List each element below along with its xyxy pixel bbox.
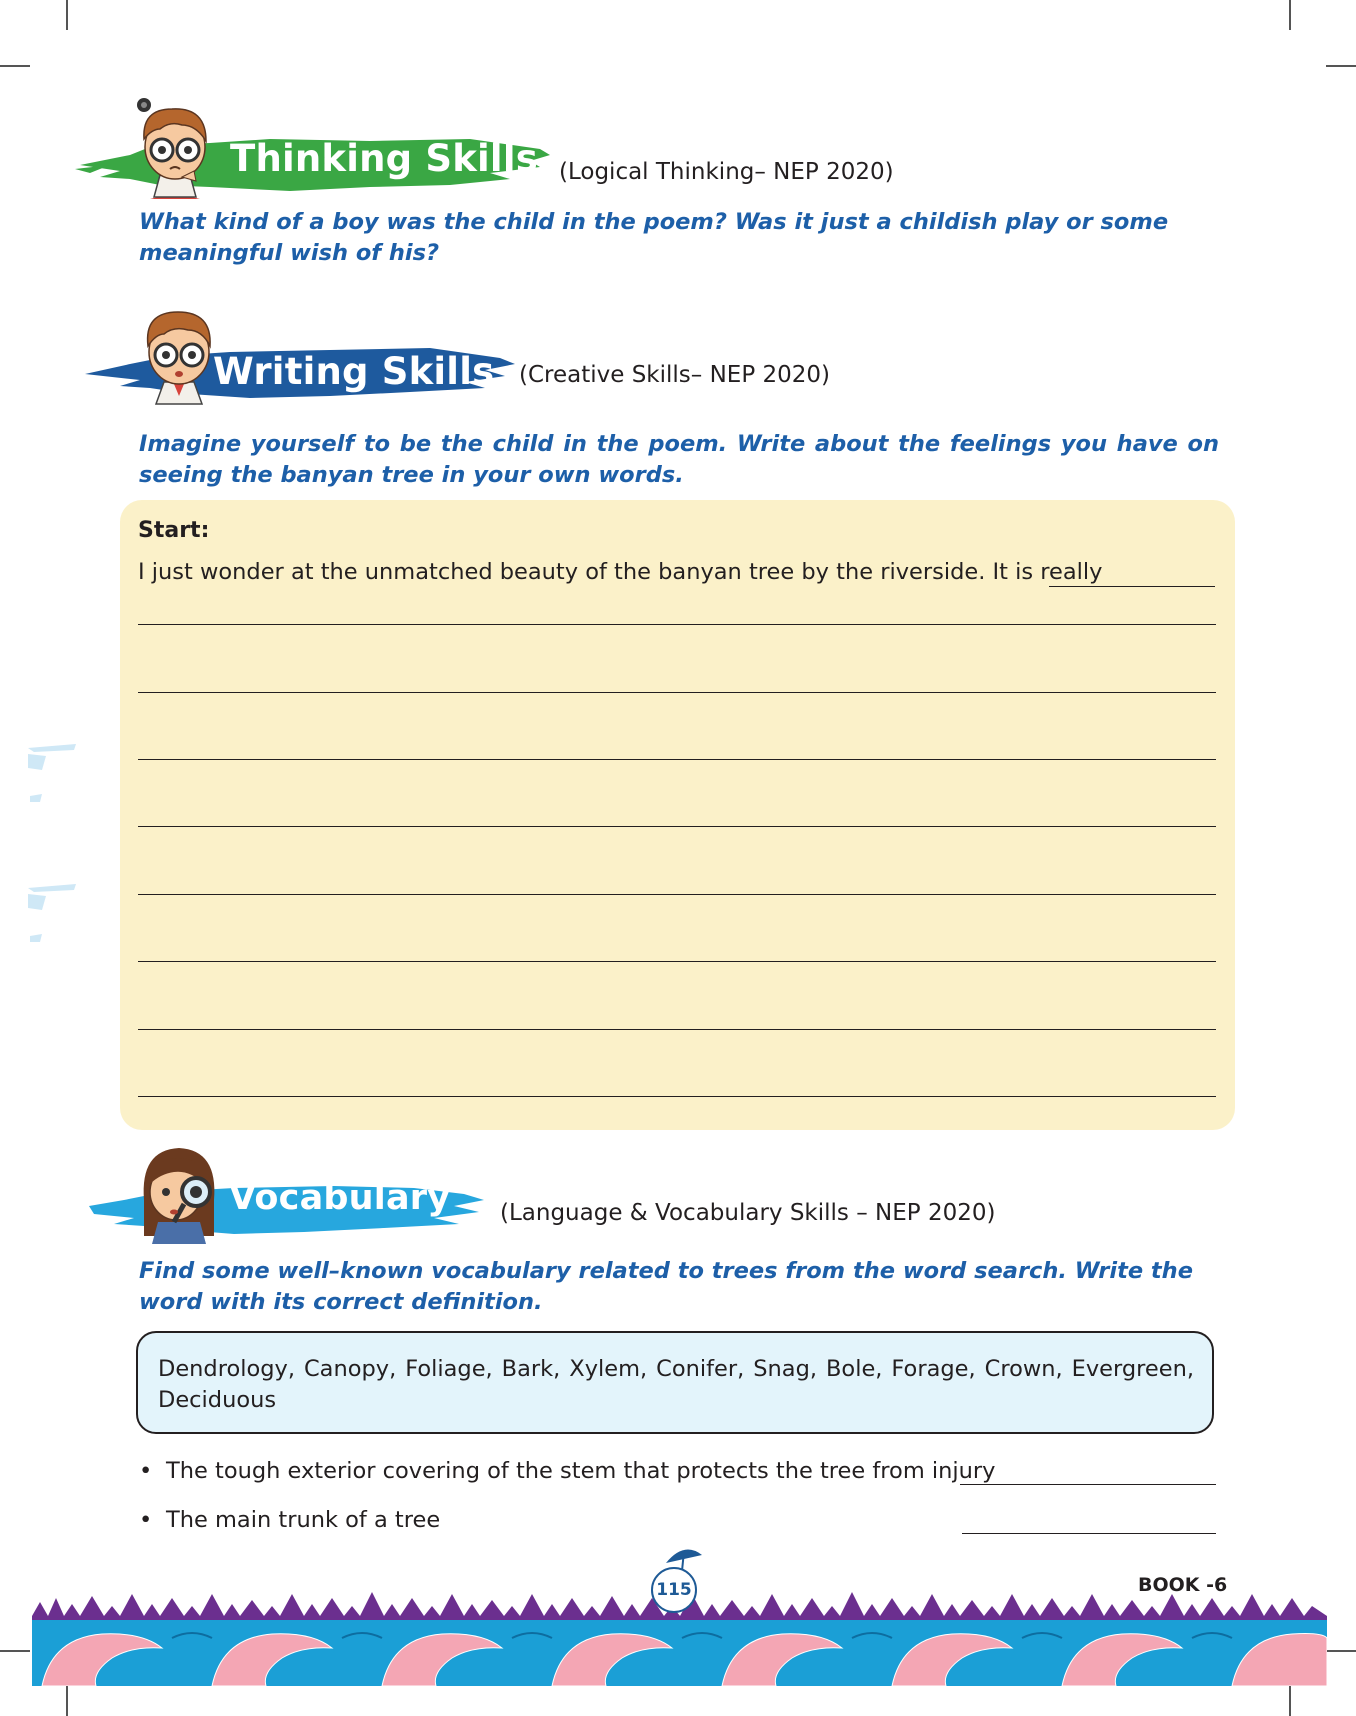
crop-mark <box>1326 65 1356 67</box>
definition-item: The tough exterior covering of the stem that protects the tree from injury <box>166 1458 996 1484</box>
crop-mark <box>1326 1650 1356 1652</box>
answer-line[interactable] <box>138 1029 1216 1030</box>
crop-mark <box>1289 1686 1291 1716</box>
page-number: 115 <box>651 1567 697 1613</box>
section-subtitle: (Creative Skills– NEP 2020) <box>519 362 831 388</box>
answer-line[interactable] <box>960 1484 1216 1485</box>
vocabulary-banner <box>84 1140 494 1250</box>
answer-line[interactable] <box>138 759 1216 760</box>
crop-mark <box>66 0 68 30</box>
section-subtitle: (Logical Thinking– NEP 2020) <box>559 159 894 185</box>
answer-line[interactable] <box>138 961 1216 962</box>
book-label: BOOK -6 <box>1138 1574 1228 1596</box>
definition-item: The main trunk of a tree <box>166 1507 441 1533</box>
crop-mark <box>66 1686 68 1716</box>
crop-mark <box>0 1650 30 1652</box>
answer-line[interactable] <box>138 692 1216 693</box>
bullet-dot: • <box>139 1458 153 1484</box>
bullet-dot: • <box>139 1507 153 1533</box>
crop-mark <box>0 65 30 67</box>
answer-line[interactable] <box>962 1533 1216 1534</box>
margin-decoration <box>20 740 80 970</box>
section-subtitle: (Language & Vocabulary Skills – NEP 2020) <box>500 1200 996 1226</box>
crop-mark <box>1289 0 1291 30</box>
word-list: Dendrology, Canopy, Foliage, Bark, Xylem, Conifer, Snag, Bole, Forage, Crown, Evergreen, Deciduous <box>158 1356 1194 1413</box>
section-title: Writing Skills <box>213 350 495 393</box>
answer-line[interactable] <box>138 894 1216 895</box>
section-title: Thinking Skills <box>230 137 538 180</box>
writing-answer-box <box>120 500 1235 1130</box>
answer-line[interactable] <box>138 1096 1216 1097</box>
boy-glasses-icon <box>134 300 224 405</box>
writing-question: Imagine yourself to be the child in the poem. Write about the feelings you have on seeing the banyan tree in your own words. <box>139 431 1219 488</box>
start-label: Start: <box>138 518 210 543</box>
thinking-question: What kind of a boy was the child in the poem? Was it just a childish play or some meaningful wish of his? <box>139 209 1169 266</box>
start-sentence: I just wonder at the unmatched beauty of the banyan tree by the riverside. It is really <box>138 559 1103 585</box>
section-title: Vocabulary <box>229 1178 451 1218</box>
writing-skills-banner <box>80 300 520 410</box>
answer-line[interactable] <box>138 624 1216 625</box>
answer-line[interactable] <box>138 826 1216 827</box>
vocabulary-question: Find some well–known vocabulary related to trees from the word search. Write the word with its correct definition. <box>139 1258 1193 1315</box>
girl-magnifier-icon <box>134 1140 224 1245</box>
thinking-skills-banner <box>70 95 550 205</box>
answer-line[interactable] <box>1049 586 1215 587</box>
boy-thinking-icon <box>130 95 220 200</box>
word-list-box <box>136 1331 1214 1434</box>
